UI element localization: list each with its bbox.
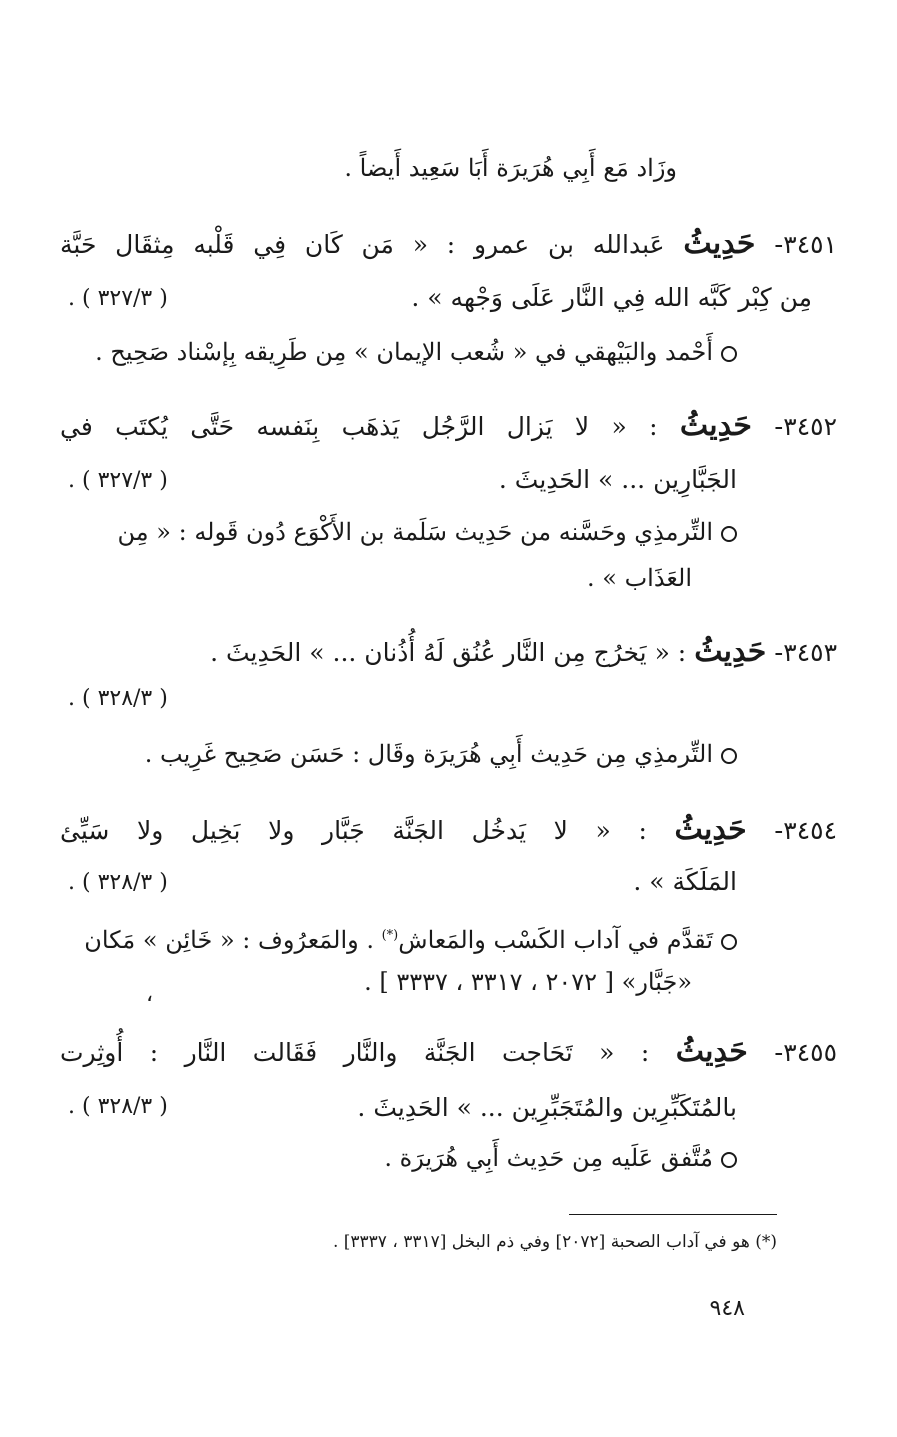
entry-3453-note [60,732,837,776]
entry-number: ٣٤٥٥- [774,1038,838,1067]
hadith-keyword: حَدِيثُ [675,1034,748,1069]
hadith-keyword: حَدِيثُ [694,634,767,669]
entry-number: ٣٤٥٣- [774,638,837,667]
note-text: . والمَعرُوف : « خَائِن » مَكان [84,926,374,954]
entry-text: عَبدالله بن عمرو : « مَن كَان فِي قَلْبه مِثقَال حَبَّة [60,230,665,259]
entry-3455-note [60,1136,837,1180]
entry-3451-note [60,330,837,374]
entry-3453-line1 [60,630,837,674]
entry-text: : « تَحَاجت الجَنَّة والنَّار فَقَالت النَّار : أُوثِرت [60,1038,650,1067]
circle-bullet-icon [721,1152,737,1168]
entry-3454-line1 [60,808,837,852]
note-text: أَحْمد والبَيْهقي في « شُعب الإيمان » مِن طَرِيقه بِإسْناد صَحِيح . [95,338,713,366]
circle-bullet-icon [721,526,737,542]
entry-3454-note [60,914,837,958]
footnote-marker[interactable]: (*) [381,928,399,943]
entry-text: : « يَخرُج مِن النَّار عُنُق لَهُ أُذُنان ... » الحَدِيثَ . [210,638,687,667]
circle-bullet-icon [721,346,737,362]
entry-3454-citation: ( ٣٢٨/٣ ) . [68,870,168,895]
footnote-separator [569,1214,777,1215]
entry-number: ٣٤٥٢- [774,412,837,441]
entry-3453-citation: ( ٣٢٨/٣ ) . [68,686,168,711]
note-text: التِّرمذِي وحَسَّنه من حَدِيث سَلَمة بن الأَكْوَع دُون قَوله : « مِن [117,518,713,546]
circle-bullet-icon [721,934,737,950]
entry-3454-line2: المَلَكَة » . [633,867,737,896]
entry-number: ٣٤٥١- [774,230,837,259]
entry-3452-note [60,510,837,554]
entry-3452-line1 [60,404,837,448]
entry-3452-citation: ( ٣٢٧/٣ ) . [68,468,168,493]
entry-3451-line1 [60,222,837,266]
hadith-keyword: حَدِيثُ [683,226,756,261]
entry-3455-line1 [60,1030,837,1074]
entry-3451-line2: مِن كِبْر كَبَّه الله فِي النَّار عَلَى وَجْهه » . [411,283,812,312]
entry-text: : « لا يَزال الرَّجُل يَذهَب بِنَفسه حَتَّى يُكتَب في [60,412,658,441]
entry-3452-line2: الجَبَّارِين ... » الحَدِيثَ . [498,465,737,494]
circle-bullet-icon [721,748,737,764]
note-text: مُتَّفق عَلَيه مِن حَدِيث أَبِي هُرَيرَة . [384,1144,713,1172]
note-text: التِّرمذِي مِن حَدِيث أَبِي هُرَيرَة وقَال : حَسَن صَحِيح غَرِيب . [144,740,713,768]
entry-text: : « لا يَدخُل الجَنَّة جَبَّار ولا بَخِيل ولا سَيِّئ [60,816,647,845]
note-text: تَقدَّم في آداب الكَسْب والمَعاش [398,926,713,954]
intro-line: وزَاد مَع أَبِي هُرَيرَة أَبَا سَعِيد أَيضاً . [344,154,677,182]
entry-3451-citation: ( ٣٢٧/٣ ) . [68,286,168,311]
footnote: (*) هو في آداب الصحبة [٢٠٧٢] وفي ذم البخل [٣٣١٧ ، ٣٣٣٧] . [332,1232,777,1252]
hadith-keyword: حَدِيثُ [674,812,747,847]
stray-mark: ، [146,982,154,1007]
hadith-keyword: حَدِيثُ [679,408,752,443]
entry-3455-citation: ( ٣٢٨/٣ ) . [68,1094,168,1119]
page-number: ٩٤٨ [709,1296,745,1321]
entry-3454-note-cont: «جَبَّار» [ ٢٠٧٢ ، ٣٣١٧ ، ٣٣٣٧ ] . [364,968,692,996]
entry-number: ٣٤٥٤- [774,816,837,845]
entry-3455-line2: بالمُتَكَبِّرِين والمُتَجَبِّرِين ... » الحَدِيثَ . [357,1093,737,1122]
entry-3452-note-cont: العَذَاب » . [587,564,692,592]
